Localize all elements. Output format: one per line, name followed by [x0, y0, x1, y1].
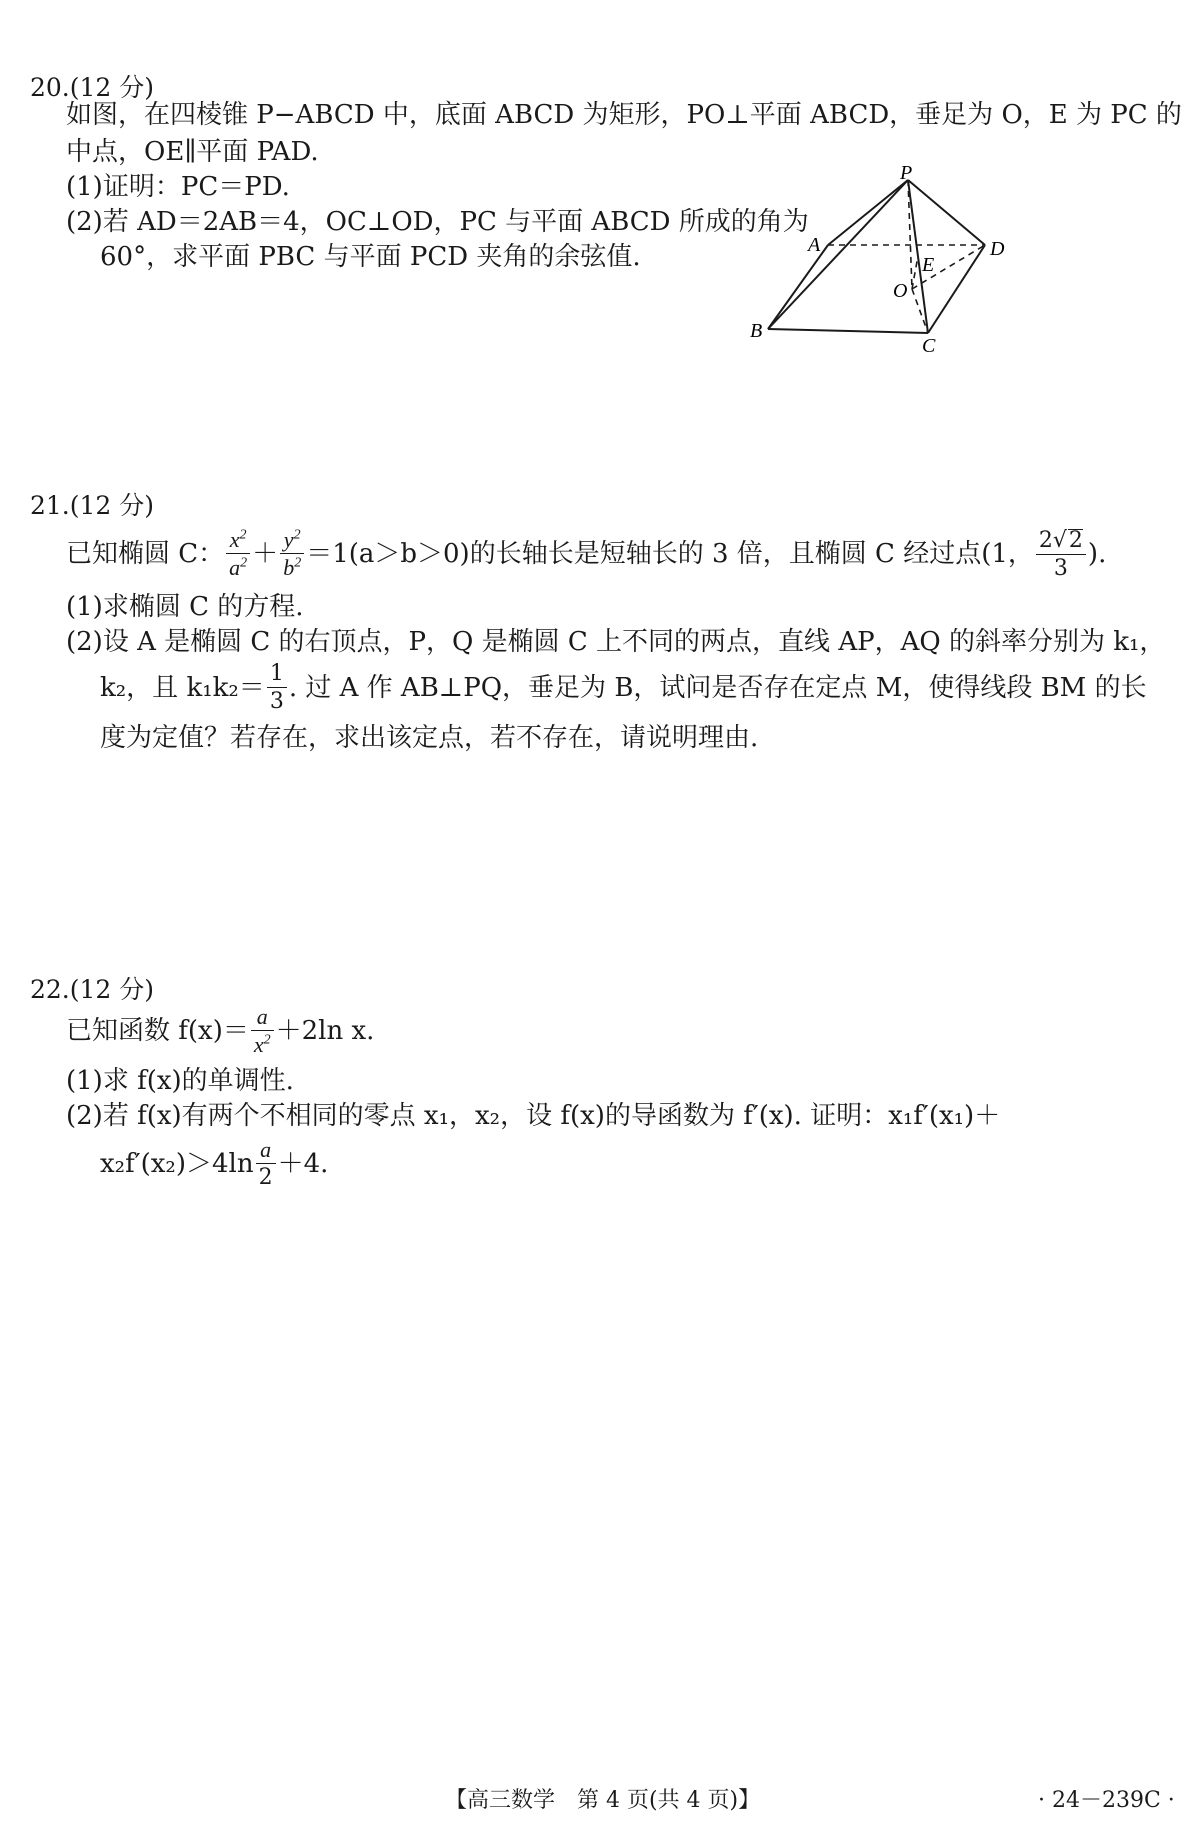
q22-part2b-post: ＋4.	[277, 1149, 329, 1179]
q21-intro	[66, 524, 1106, 584]
q22-intro-post: ＋2ln x.	[275, 1016, 375, 1046]
q21-intro-pre: 已知椭圆 C：	[66, 539, 225, 569]
q21-point-num-coef: 2	[1038, 527, 1053, 553]
label-B: B	[750, 320, 763, 342]
q21-intro-end: ).	[1087, 539, 1107, 569]
edge-CD	[928, 245, 985, 333]
label-E: E	[922, 254, 935, 276]
q21-part1: (1)求椭圆 C 的方程.	[66, 592, 304, 622]
label-C: C	[922, 335, 936, 355]
q21-frac1-den-exp: 2	[240, 555, 248, 571]
edge-BC	[768, 329, 928, 333]
q21-point-fraction	[1036, 529, 1086, 580]
q22-number: 22.(12 分)	[30, 975, 155, 1004]
q21-part2b	[100, 660, 1147, 716]
q20-line1: 如图，在四棱锥 P−ABCD 中，底面 ABCD 为矩形，PO⊥平面 ABCD，垂足为 O，E 为 PC 的	[66, 100, 1182, 130]
q21-frac2-den: b	[283, 555, 295, 580]
q21-intro-mid: ＝1(a＞b＞0)的长轴长是短轴长的 3 倍，且椭圆 C 经过点(1，	[306, 539, 1034, 569]
q22-part2b-pre: x₂f′(x₂)＞4ln	[100, 1149, 254, 1179]
q22-intro-pre: 已知函数 f(x)＝	[66, 1016, 249, 1046]
q21-point-den: 3	[1053, 555, 1068, 581]
q20-number: 20.(12 分)	[30, 73, 155, 102]
q21-part2b-fraction	[267, 663, 287, 713]
q22-part2b-fraction	[256, 1139, 276, 1189]
q22-frac-den-exp: 2	[263, 1032, 271, 1048]
q20-part2b: 60°，求平面 PBC 与平面 PCD 夹角的余弦值.	[100, 242, 641, 272]
q22-part1: (1)求 f(x)的单调性.	[66, 1066, 294, 1096]
edge-PD	[908, 180, 985, 245]
q21-frac-x2-a2	[226, 529, 250, 579]
edge-AB	[768, 245, 828, 329]
edge-PB	[768, 180, 908, 329]
label-A: A	[808, 234, 821, 256]
q20-part1: (1)证明：PC＝PD.	[66, 172, 290, 202]
q22-intro	[66, 1003, 374, 1059]
label-P: P	[900, 165, 913, 184]
q22-frac-den: x	[253, 1032, 264, 1057]
q21-part2b-frac-den: 3	[269, 689, 284, 714]
footer-exam-code: · 24－239C ·	[1038, 1788, 1175, 1813]
q20-line2: 中点，OE∥平面 PAD.	[66, 137, 319, 167]
q22-part2a: (2)若 f(x)有两个不相同的零点 x₁，x₂，设 f(x)的导函数为 f′(x). 证明：x₁f′(x₁)＋	[66, 1101, 1001, 1131]
q20-part2a: (2)若 AD＝2AB＝4，OC⊥OD，PC 与平面 ABCD 所成的角为	[66, 207, 809, 237]
q21-frac2-num-exp: 2	[293, 527, 301, 543]
q21-part2b-post: . 过 A 作 AB⊥PQ，垂足为 B，试问是否存在定点 M，使得线段 BM 的长	[288, 673, 1147, 703]
q21-part2b-pre: k₂，且 k₁k₂＝	[100, 673, 265, 703]
q21-frac2-num: y	[283, 527, 294, 552]
q22-part2b	[100, 1136, 328, 1192]
label-D: D	[990, 238, 1005, 260]
sqrt-icon: √	[1052, 527, 1067, 553]
q22-frac-a-x2	[251, 1006, 274, 1056]
segment-OE-hidden	[912, 256, 918, 289]
q21-frac-y2-b2	[280, 529, 304, 579]
q21-point-num-rad: 2	[1068, 527, 1083, 553]
q21-frac1-den: a	[229, 555, 241, 580]
q22-frac-num: a	[251, 1006, 274, 1031]
pyramid-figure	[740, 165, 1180, 355]
q21-plus: ＋	[252, 539, 279, 569]
footer-page-info: 【高三数学 第 4 页(共 4 页)】	[445, 1788, 761, 1813]
edge-PA	[828, 180, 908, 245]
q22-part2b-frac-den: 2	[258, 1165, 273, 1190]
q21-part2a: (2)设 A 是椭圆 C 的右顶点，P，Q 是椭圆 C 上不同的两点，直线 AP，AQ 的斜率分别为 k₁，	[66, 627, 1166, 657]
q21-part2b-frac-num: 1	[267, 663, 287, 688]
q21-frac2-den-exp: 2	[294, 555, 302, 571]
q22-part2b-frac-num: a	[256, 1139, 276, 1164]
q21-number: 21.(12 分)	[30, 491, 155, 520]
q21-part2c: 度为定值？若存在，求出该定点，若不存在，请说明理由.	[100, 723, 759, 753]
q21-frac1-num: x	[229, 527, 240, 552]
label-O: O	[893, 280, 908, 302]
q21-frac1-num-exp: 2	[239, 527, 247, 543]
